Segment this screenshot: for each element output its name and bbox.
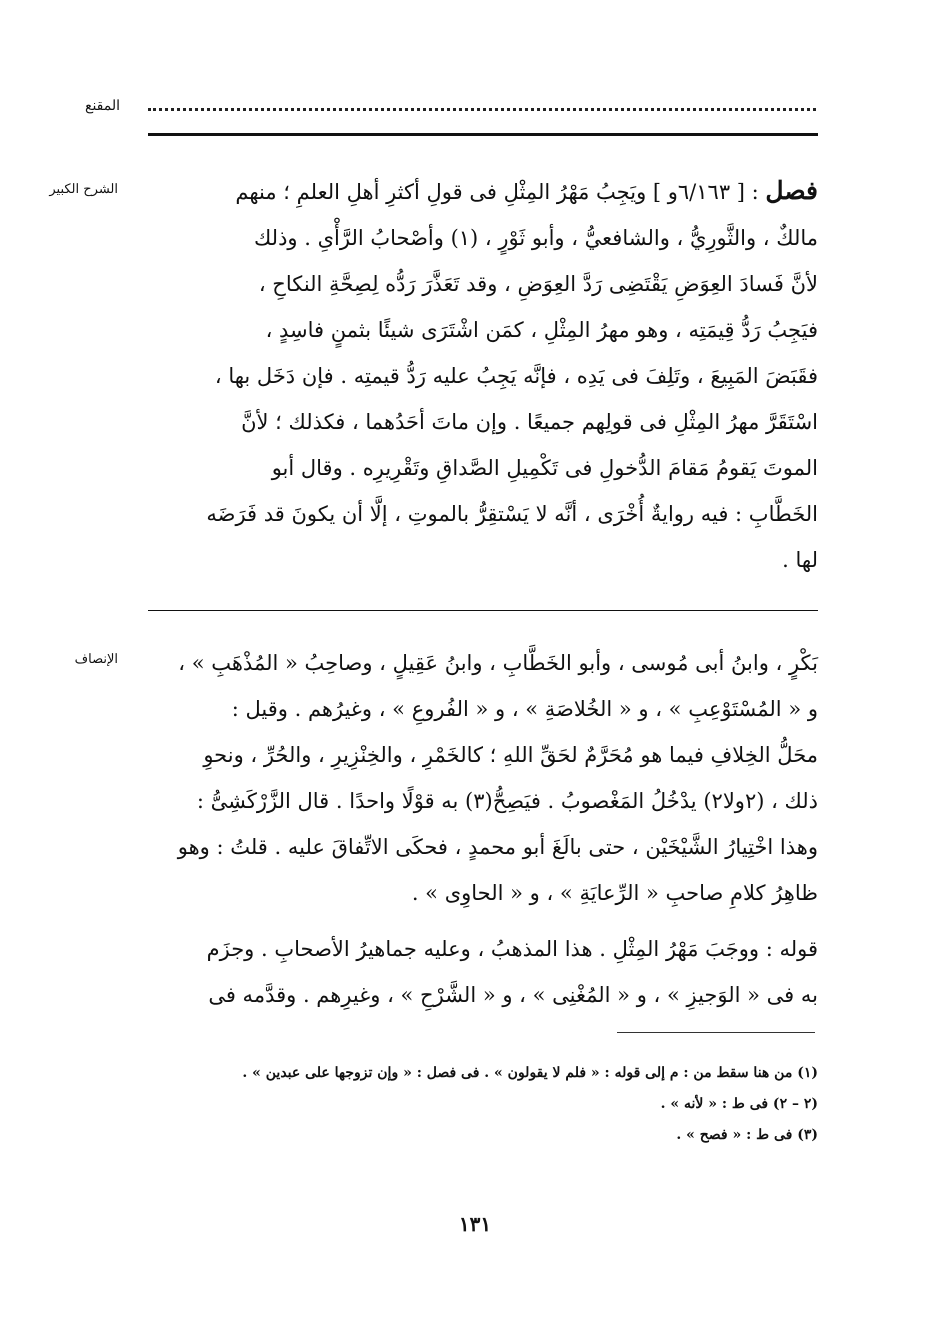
text-line: اسْتَقَرَّ مهرُ المِثْلِ فى قولِهم جميعًا . وإن ماتَ أحَدُهما ، فكذلك ؛ لأنَّ <box>241 410 818 434</box>
text-line: محَلُّ الخِلافِ فيما هو مُحَرَّمٌ لحَقِّ اللهِ ؛ كالخَمْرِ ، والخِنْزِيرِ ، والحُرِّ ، ونحوِ <box>203 743 818 767</box>
section-insaf-text <box>148 640 818 1018</box>
running-header-title: المقنع <box>85 98 121 114</box>
text-line <box>148 168 818 215</box>
header-dotted-leader <box>148 94 816 111</box>
text-line: ظاهِرُ كلامِ صاحبِ « الرِّعايَةِ » ، و « الحاوِى » . <box>411 881 818 905</box>
text-line-content: : [ ٦/١٦٣و ] ويَجِبُ مَهْرُ المِثْلِ فى قولِ أكثرِ أهلِ العلمِ ؛ منهم <box>235 180 759 204</box>
footnote: (٢ – ٢) فى ط : « لأنه » . <box>660 1096 818 1112</box>
text-line: فقَبَضَ المَبِيعَ ، وتَلِفَ فى يَدِه ، فإنَّه يَجِبُ عليه رَدُّ قيمتِه . فإن دَخَل بها ، <box>214 364 818 388</box>
header-rule <box>148 133 818 136</box>
text-line: الخَطَّابِ : فيه روايةٌ أُخْرَى ، أنَّه لا يَسْتقِرُّ بالموتِ ، إلَّا أن يكونَ قد فَرَضَه <box>206 502 818 526</box>
text-line: فيَجِبُ رَدُّ قِيمَتِه ، وهو مهرُ المِثْلِ ، كمَن اشْتَرَى شيئًا بثمنٍ فاسِدٍ ، <box>265 318 818 342</box>
text-line: لها . <box>782 548 818 572</box>
text-line: ذلك ، (٢ولا٢) يدْخُلُ المَغْصوبُ . فيَصِحُّ(٣) به قوْلًا واحدًا . قال الزَّرْكَشِىُّ : <box>196 789 818 813</box>
footnote: (٣) فى ط : « فصح » . <box>676 1127 818 1143</box>
text-line: به فى « الوَجيزِ » ، و « المُغْنِى » ، و « الشَّرْحِ » ، وغيرِهم . وقدَّمه فى <box>208 983 818 1007</box>
fasl-heading: فصل <box>765 176 818 205</box>
text-line: وهذا اخْتِيارُ الشَّيْخَيْن ، حتى بالَغَ أبو محمدٍ ، فحكَى الاتِّفاقَ عليه . قلتُ : وهو <box>177 835 818 859</box>
section-separator <box>148 610 818 611</box>
footnote: (١) من هنا سقط من : م إلى قوله : « فلم لا يقولون » . فى فصل : « وإن تزوجها على عبدين » . <box>242 1065 818 1081</box>
text-line: بَكْرٍ ، وابنُ أبى مُوسى ، وأبو الخَطَّابِ ، وابنُ عَقِيلٍ ، وصاحِبُ « المُذْهَبِ » ، <box>178 651 818 675</box>
text-line: الموتَ يَقومُ مَقامَ الدُّخولِ فى تَكْمِيلِ الصَّداقِ وتَقْرِيرِه . وقال أبو <box>271 456 818 480</box>
text-line: و « المُسْتَوْعِبِ » ، و « الخُلاصَةِ » ، و « الفُروعِ » ، وغيرُهم . وقيل : <box>231 697 818 721</box>
margin-label-sharh: الشرح الكبير <box>49 182 118 197</box>
text-line: قوله : ووجَبَ مَهْرُ المِثْلِ . هذا المذهبُ ، وعليه جماهيرُ الأصحابِ . وجزَم <box>206 937 818 961</box>
page-number: ١٣١ <box>458 1212 492 1236</box>
footnotes <box>148 1058 818 1151</box>
margin-label-insaf: الإنصاف <box>74 652 118 667</box>
section-sharh-text <box>148 168 818 583</box>
footnote-rule <box>617 1032 815 1033</box>
text-line: لأنَّ فَسادَ العِوَضِ يَقْتَضِى رَدَّ العِوَضِ ، وقد تَعَذَّرَ رَدُّه لِصِحَّةِ النكاحِ ، <box>258 272 818 296</box>
text-line: مالكٌ ، والثَّورِيُّ ، والشافعيُّ ، وأبو ثَوْرٍ ، (١) وأصْحابُ الرَّأْىِ . وذلك <box>253 226 818 250</box>
